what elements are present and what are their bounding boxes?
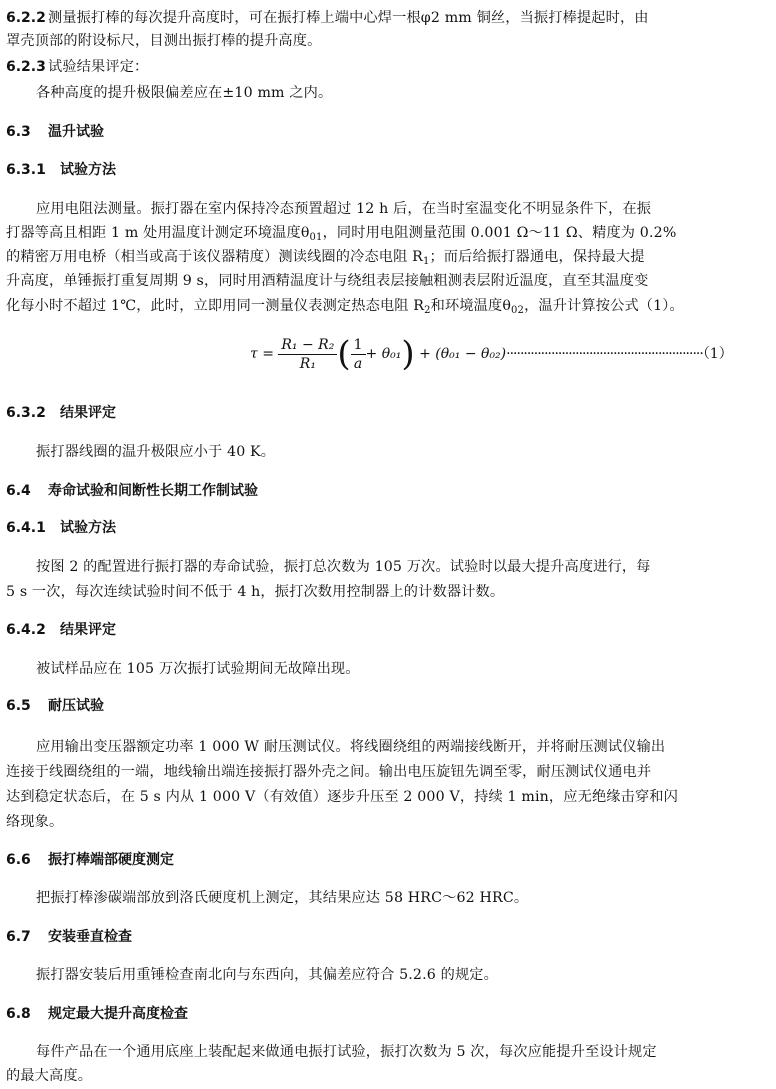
paragraph-text: 升高度，单锤振打重复周期 9 s，同时用酒精温度计与绕组表层接触粗测表层附近温度，直至其温度变 — [6, 273, 649, 289]
section-title: 寿命试验和间断性长期工作制试验 — [48, 483, 258, 499]
section-title: 规定最大提升高度检查 — [48, 1006, 188, 1022]
section-number: 6.3.2 — [6, 405, 46, 421]
section-6-3-2-heading — [6, 403, 116, 423]
section-title: 结果评定 — [60, 405, 116, 421]
section-number: 6.3 — [6, 124, 31, 140]
paragraph-text: 打器等高且相距 1 m 处用温度计测定环境温度$\theta_{01}$，同时用电阻测量范围 0.001 Ω～11 Ω、精度为 0.2% — [6, 225, 677, 243]
section-number: 6.7 — [6, 929, 31, 945]
section-number: 6.6 — [6, 852, 31, 868]
section-6-2-2-line1 — [6, 8, 649, 28]
section-6-6-heading — [6, 850, 174, 870]
section-title: 结果评定 — [60, 622, 116, 638]
section-title: 温升试验 — [48, 124, 104, 140]
section-number: 6.4.2 — [6, 622, 46, 638]
paragraph-text: 被试样品应在 105 万次振打试验期间无故障出现。 — [36, 661, 360, 677]
paragraph-text: 的最大高度。 — [6, 1068, 93, 1084]
paragraph-text: 按图 2 的配置进行振打器的寿命试验，振打总次数为 105 万次。试验时以最大提升高度进行，每 — [36, 559, 651, 575]
section-title: 试验结果评定： — [48, 59, 149, 75]
paragraph-text: 罩壳顶部的附设标尺，目测出振打棒的提升高度。 — [6, 33, 322, 49]
section-title: 安装垂直检查 — [48, 929, 132, 945]
section-title: 试验方法 — [60, 520, 116, 536]
section-number: 6.5 — [6, 698, 31, 714]
formula-fraction: $\frac{\text{R₁ − R₂}}{\text{R₁}}$ — [278, 336, 337, 373]
section-title: 耐压试验 — [48, 698, 104, 714]
paragraph-text: 把振打棒渗碳端部放到洛氏硬度机上测定，其结果应达 58 HRC～62 HRC。 — [36, 890, 529, 906]
paragraph-text: 应用输出变压器额定功率 1 000 W 耐压测试仪。将线圈绕组的两端接线断开，并将耐压测试仪输出 — [36, 739, 666, 755]
paragraph-text: 应用电阻法测量。振打器在室内保持冷态预置超过 12 h 后，在当时室温变化不明显条件下，在振 — [36, 201, 652, 217]
section-6-4-heading — [6, 481, 258, 501]
formula-leader: ························································· — [506, 346, 703, 362]
section-6-8-heading — [6, 1004, 188, 1024]
section-6-7-heading — [6, 927, 132, 947]
section-title: 试验方法 — [60, 162, 116, 178]
formula-1: τ = $\frac{\text{R₁ − R₂}}{\text{R₁}}$ ( $\frac{1}{a}$ + θ₀₁) + (θ₀₁ − θ₀₂)·························································（1） — [250, 334, 733, 374]
paragraph-text: 达到稳定状态后，在 5 s 内从 1 000 V（有效值）逐步升压至 2 000 V，持续 1 min，应无绝缘击穿和闪 — [6, 789, 678, 805]
formula-lhs: τ = — [250, 346, 274, 362]
paragraph-text: 5 s 一次，每次连续试验时间不低于 4 h，振打次数用控制器上的计数器计数。 — [6, 584, 505, 600]
section-number: 6.8 — [6, 1006, 31, 1022]
section-title: 振打棒端部硬度测定 — [48, 852, 174, 868]
section-6-3-heading — [6, 122, 104, 142]
paragraph-text: 连接于线圈绕组的一端，地线输出端连接振打器外壳之间。输出电压旋钮先调至零，耐压测试仪通电并 — [6, 764, 652, 780]
section-number: 6.4.1 — [6, 520, 46, 536]
paragraph-text: 各种高度的提升极限偏差应在±10 mm 之内。 — [36, 85, 333, 101]
formula-inner-fraction: $\frac{1}{a}$ — [351, 336, 366, 373]
equation-number: （1） — [702, 346, 733, 362]
section-6-4-1-heading — [6, 518, 116, 538]
section-6-4-2-heading — [6, 620, 116, 640]
paragraph-text: 测量振打棒的每次提升高度时，可在振打棒上端中心焊一根φ2 mm 铜丝，当振打棒提起时，由 — [48, 10, 649, 26]
paragraph-text: 的精密万用电桥（相当或高于该仪器精度）测读线圈的冷态电阻 $R_1$；而后给振打器通电，保持最大提 — [6, 249, 645, 267]
paragraph-text: 化每小时不超过 1℃，此时，立即用同一测量仪表测定热态电阻 $R_2$和环境温度$\theta_{02}$，温升计算按公式（1）。 — [6, 298, 684, 316]
section-number: 6.4 — [6, 483, 31, 499]
section-6-3-1-heading — [6, 160, 116, 180]
paragraph-text: 络现象。 — [6, 814, 64, 830]
section-6-5-heading — [6, 696, 104, 716]
section-number: 6.2.3 — [6, 59, 46, 75]
section-number: 6.2.2 — [6, 10, 46, 26]
paragraph-text: 振打器安装后用重锤检查南北向与东西向，其偏差应符合 5.2.6 的规定。 — [36, 967, 498, 983]
paragraph-text: 每件产品在一个通用底座上装配起来做通电振打试验，振打次数为 5 次，每次应能提升至设计规定 — [36, 1044, 657, 1060]
paragraph-text: 振打器线圈的温升极限应小于 40 K。 — [36, 444, 276, 460]
section-number: 6.3.1 — [6, 162, 46, 178]
section-6-2-3-heading — [6, 57, 148, 77]
